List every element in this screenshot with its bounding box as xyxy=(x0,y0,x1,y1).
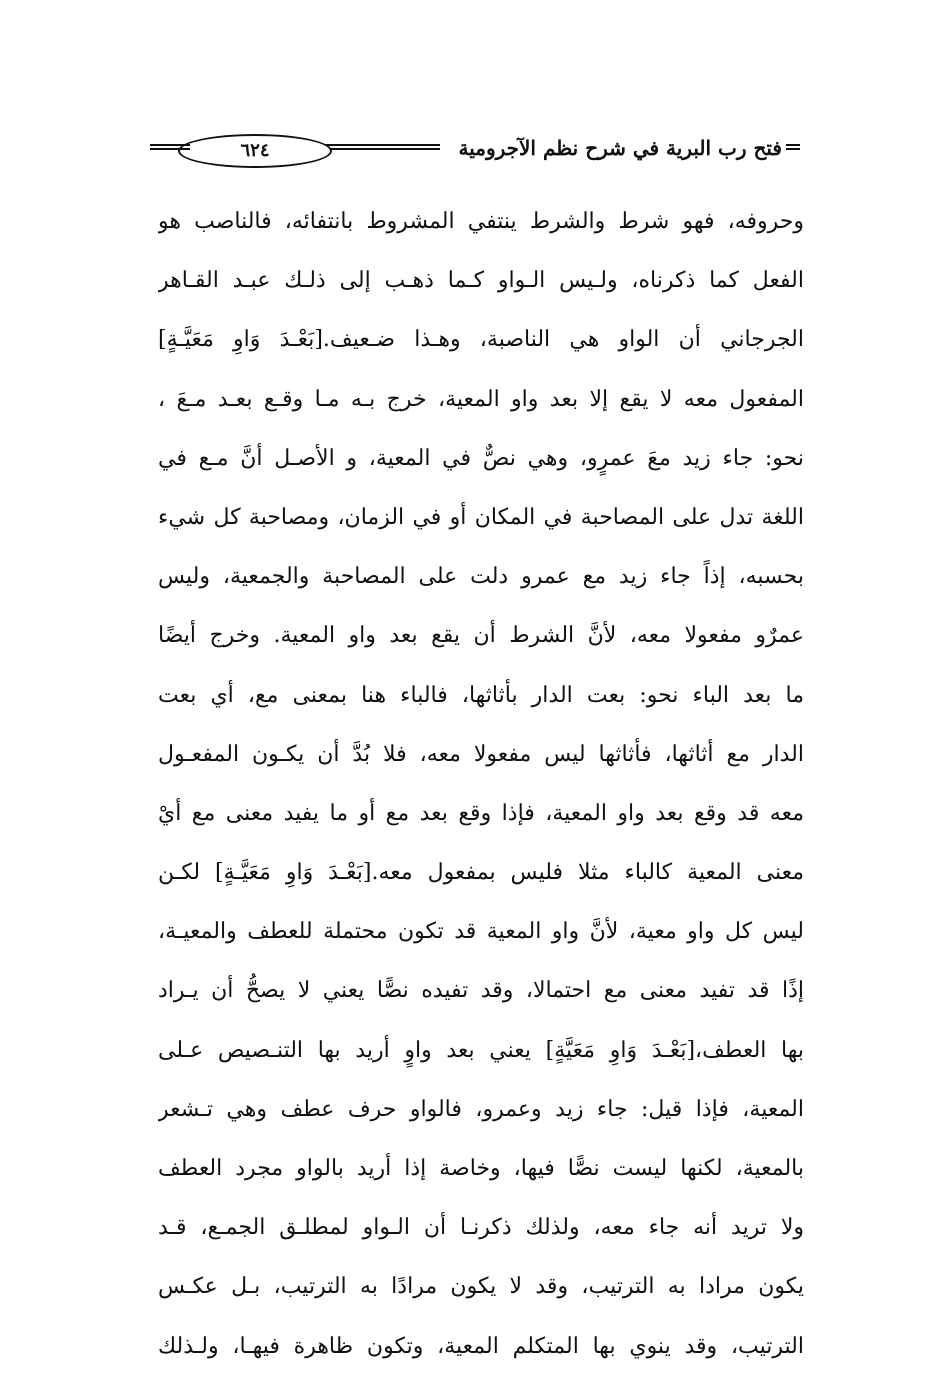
page-number: ٦٢٤ xyxy=(178,134,332,168)
text-line: اللغة تدل على المصاحبة في المكان أو في الزمان، ومصاحبة كل شيء xyxy=(158,504,804,530)
text-line: إذًا قد تفيد معنى مع احتمالا، وقد تفيده نصًّا يعني لا يصحُّ أن يـراد xyxy=(158,978,804,1004)
text-line: يكون مرادا به الترتيب، وقد لا يكون مرادًا به الترتيب، بـل عكـس xyxy=(158,1274,804,1300)
text-line: الجرجاني أن الواو هي الناصبة، وهـذا ضـعيف.[بَعْـدَ وَاوِ مَعَيَّـةٍ] xyxy=(158,327,804,353)
text-line: وحروفه، فهو شرط والشرط ينتفي المشروط بانتفائه، فالناصب هو xyxy=(158,209,804,234)
text-line: ولا تريد أنه جاء معه، ولذلك ذكرنـا أن الـواو لمطلـق الجمـع، قـد xyxy=(158,1215,804,1241)
text-line: الترتيب، وقد ينوي بها المتكلم المعية، وتكون ظاهرة فيهـا، ولـذلك xyxy=(158,1333,804,1359)
header-rule xyxy=(325,144,440,150)
header-rule-left xyxy=(150,144,190,150)
text-line: معنى المعية كالباء مثلا فليس بمفعول معه.[بَعْـدَ وَاوِ مَعَيَّـةٍ] لكـن xyxy=(158,860,804,886)
header-dash-ornament xyxy=(786,144,800,150)
text-line: المعية، فإذا قيل: جاء زيد وعمرو، فالواو حرف عطف وهي تـشعر xyxy=(158,1096,804,1122)
text-line: عمرٌو مفعولا معه، لأنَّ الشرط أن يقع بعد واو المعية. وخرج أيضًا xyxy=(158,623,804,649)
text-line: معه قد وقع بعد واو المعية، فإذا وقع بعد مع أو ما يفيد معنى مع أيْ xyxy=(158,800,804,826)
text-line: بها العطف،[بَعْـدَ وَاوِ مَعَيَّةٍ] يعني بعد واوٍ أريد بها التنـصيص عـلى xyxy=(158,1037,804,1063)
running-header xyxy=(150,132,800,172)
text-line: الدار مع أثاثها، فأثاثها ليس مفعولا معه، فلا بُدَّ أن يكـون المفعـول xyxy=(158,741,804,767)
text-line: الفعل كما ذكرناه، ولـيس الـواو كـما ذهـب إلى ذلـك عبـد القـاهر xyxy=(158,268,804,294)
text-line: بالمعية، لكنها ليست نصًّا فيها، وخاصة إذا أريد بالواو مجرد العطف xyxy=(158,1156,804,1181)
book-title: فتح رب البرية في شرح نظم الآجرومية xyxy=(458,136,782,160)
page-body xyxy=(158,192,804,1376)
text-line: نحو: جاء زيد معَ عمرٍو، وهي نصٌّ في المعية، و الأصـل أنَّ مـع في xyxy=(158,445,804,471)
text-line: المفعول معه لا يقع إلا بعد واو المعية، خرج بـه مـا وقـع بعـد مـعَ ، xyxy=(158,386,804,412)
text-line: ما بعد الباء نحو: بعت الدار بأثاثها، فالباء هنا بمعنى مع، أي بعت xyxy=(158,682,804,708)
text-line: ليس كل واو معية، لأنَّ واو المعية قد تكون محتملة للعطف والمعيـة، xyxy=(158,919,804,945)
text-line: بحسبه، إذاً جاء زيد مع عمرو دلت على المصاحبة والجمعية، وليس xyxy=(158,564,804,590)
